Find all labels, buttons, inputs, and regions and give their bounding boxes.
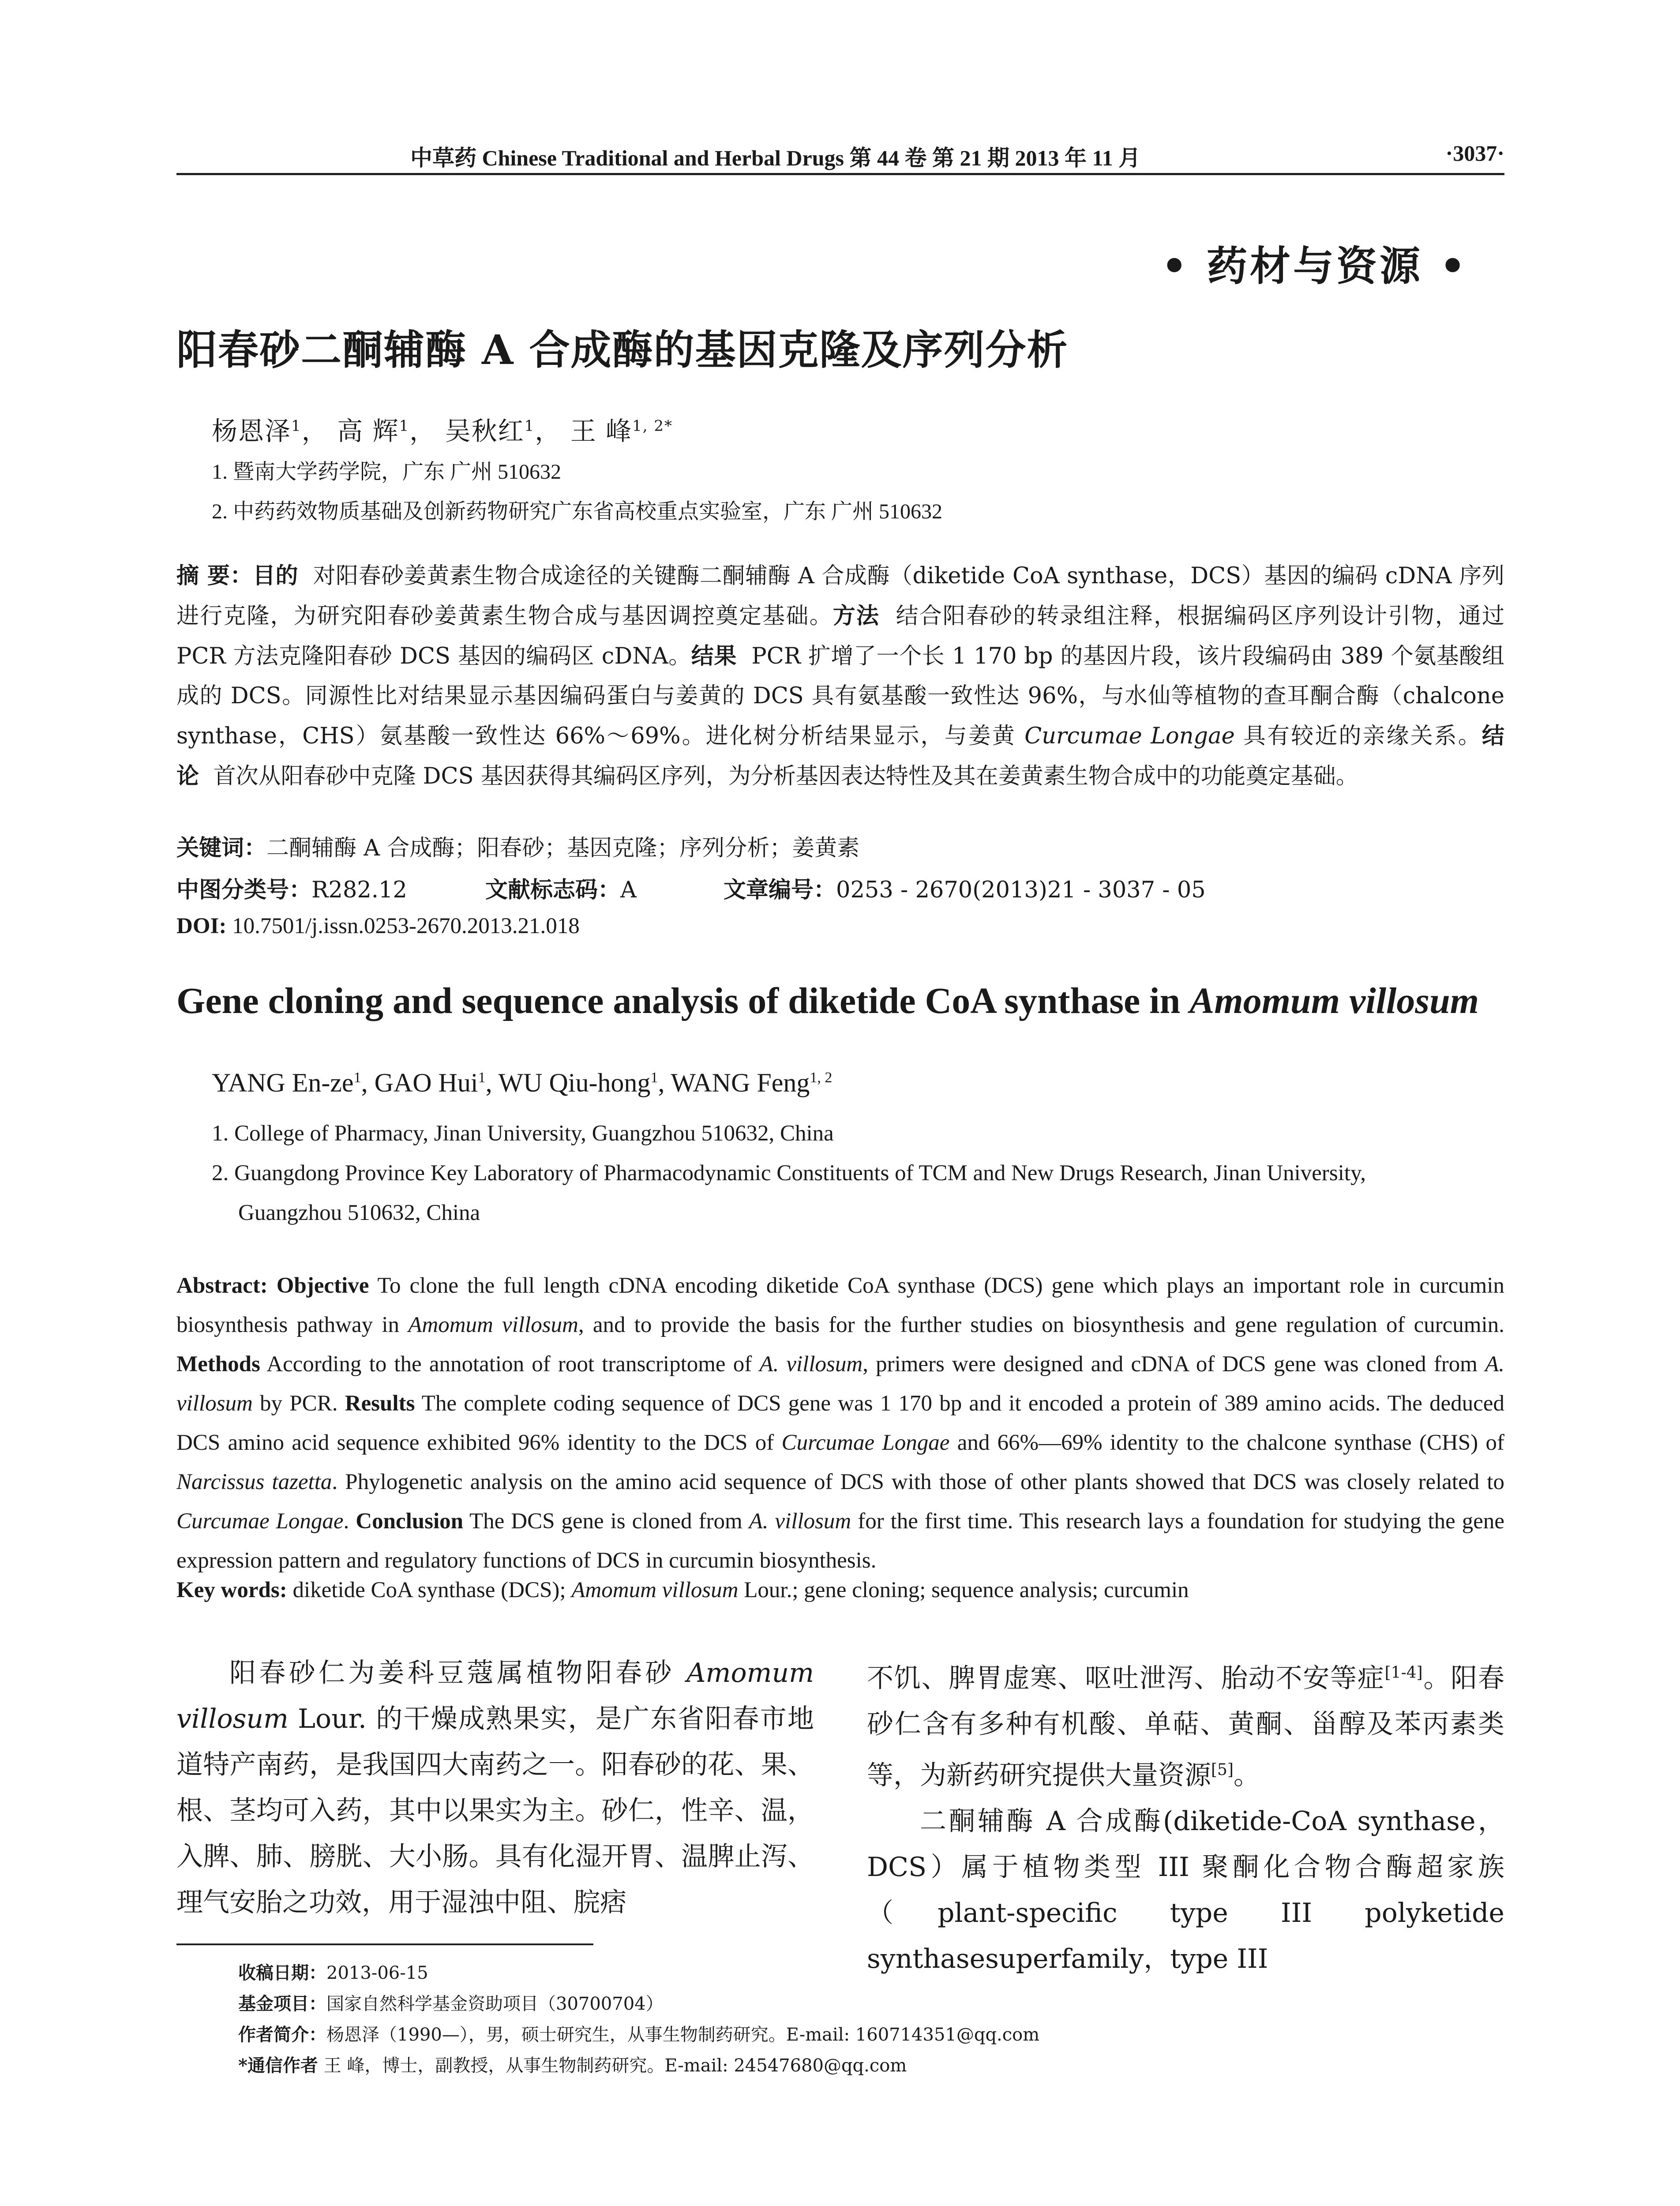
doi <box>176 913 580 939</box>
results-text: PCR 扩增了一个长 1 170 bp 的基因片段，该片段编码由 389 个氨基酸组成的 DCS。同源性比对结果显示基因编码蛋白与姜黄的 DCS 具有氨基酸一致性达 96%，与水仙等植物的查耳酮合酶（chalcone synthase，CHS）氨基酸一致性达 66%～69%。进化树分析结果显示，与姜黄 <box>176 643 1504 749</box>
species-italic: Narcissus tazetta <box>176 1470 332 1494</box>
methods-text: 结合阳春砂的转录组注释，根据编码区序列设计引物，通过 PCR 方法克隆阳春砂 DCS 基因的编码区 cDNA。 <box>176 603 1504 669</box>
footnote-received <box>238 1959 428 1984</box>
abstract-en-text: The complete coding sequence of DCS gene was 1 170 bp and it encoded a protein of 389 amino acids. The deduced DCS amino acid sequence exhibited 96% identity to the DCS of <box>176 1391 1505 1455</box>
keywords-en-label: Key words: <box>176 1578 287 1602</box>
keywords-chinese <box>176 829 1504 862</box>
author-name: 王 峰 <box>570 416 633 446</box>
abstract-en-text: . Phylogenetic analysis on the amino acid sequence of DCS with those of other plants showed that DCS was closely related to <box>332 1470 1504 1494</box>
body-paragraph <box>176 1650 814 1925</box>
affiliation-en-2: 2. Guangdong Province Key Laboratory of Pharmacodynamic Constituents of TCM and New Drugs Research, Jinan University, <box>212 1161 1366 1186</box>
article-no-value: 0253 - 2670(2013)21 - 3037 - 05 <box>836 877 1206 903</box>
title-english <box>176 979 1504 1022</box>
conclusion-en-label: Conclusion <box>356 1509 463 1534</box>
header-rule <box>176 173 1504 175</box>
article-no-label: 文章编号： <box>724 877 836 903</box>
objective-label: 目的 <box>252 563 299 589</box>
keywords-text: 二酮辅酶 A 合成酶；阳春砂；基因克隆；序列分析；姜黄素 <box>266 835 860 861</box>
results-en-label: Results <box>345 1391 415 1416</box>
species-italic: A. villosum <box>749 1509 851 1534</box>
author-name: WU Qiu-hong <box>498 1068 651 1097</box>
abstract-en-text: and 66%—69% identity to the chalcone synthase (CHS) of <box>949 1430 1504 1455</box>
abstract-en-text: The DCS gene is cloned from <box>463 1509 749 1534</box>
section-label: • 药材与资源 • <box>1161 242 1468 290</box>
affiliation-en-2-cont: Guangzhou 510632, China <box>238 1201 480 1225</box>
footnote-funding <box>238 1990 664 2015</box>
author-name: 吴秋红 <box>445 416 525 446</box>
results-end: 具有较近的亲缘关系。 <box>1234 723 1482 749</box>
body-text: 阳春砂仁为姜科豆蔻属植物阳春砂 <box>229 1658 687 1688</box>
doi-label: DOI: <box>176 914 227 938</box>
body-text: Lour. 的干燥成熟果实，是广东省阳春市地道特产南药，是我国四大南药之一。阳春砂的花、果、根、茎均可入药，其中以果实为主。砂仁，性辛、温，入脾、肺、膀胱、大小肠。具有化湿开胃、温脾止泻、理气安胎之功效，用于湿浊中阻、脘痞 <box>176 1703 814 1918</box>
results-label: 结果 <box>691 643 737 669</box>
journal-info: 中草药 Chinese Traditional and Herbal Drugs 第 44 卷 第 21 期 2013 年 11 月 <box>410 146 1141 170</box>
footnote-rule <box>176 1943 593 1945</box>
title-english-italic: Amomum villosum <box>1189 980 1479 1021</box>
abstract-en-text: for the first time. This research lays a foundation for studying the gene expression pattern and regulatory functions of DCS in curcumin biosynthesis. <box>176 1509 1505 1573</box>
doi-value: 10.7501/j.issn.0253-2670.2013.21.018 <box>232 914 580 938</box>
author-sup: 1 <box>650 1069 658 1086</box>
species-italic: Curcumae Longae <box>1024 723 1235 749</box>
author-name: YANG En-ze <box>212 1068 354 1097</box>
body-paragraph <box>867 1798 1504 1982</box>
abstract-english <box>176 1266 1504 1580</box>
footnote-label: 收稿日期： <box>238 1962 326 1983</box>
author-sup: 1 <box>291 417 302 435</box>
species-italic: Curcumae Longae <box>176 1509 344 1534</box>
footnote-label: 基金项目： <box>238 1993 326 2014</box>
species-italic: Curcumae Longae <box>781 1430 950 1455</box>
conclusion-label: 结论 <box>176 723 1504 789</box>
author-name: WANG Feng <box>671 1068 810 1097</box>
abstract-en-text: , primers were designed and cDNA of DCS gene was cloned from <box>862 1352 1485 1377</box>
author-sup: 1, 2* <box>632 417 673 435</box>
abstract-en-text: . <box>343 1509 356 1534</box>
classification-line <box>176 871 1504 902</box>
species-italic: Amomum villosum <box>176 1658 814 1734</box>
abstract-en-text: To clone the full length cDNA encoding diketide CoA synthase (DCS) gene which plays an important role in curcumin biosynthesis pathway in <box>176 1273 1504 1337</box>
author-name: 高 辉 <box>337 416 399 446</box>
doc-code-value: A <box>620 877 637 903</box>
body-column-right <box>867 1650 1504 1982</box>
species-italic: A. villosum <box>176 1352 1505 1416</box>
abstract-chinese <box>176 556 1504 796</box>
title-chinese: 阳春砂二酮辅酶 A 合成酶的基因克隆及序列分析 <box>176 326 1069 374</box>
body-paragraph <box>867 1650 1504 1798</box>
authors-chinese: 杨恩泽$^1$， 高 辉$^1$， 吴秋红$^1$， 王 峰$^{1, 2*}$ <box>212 416 673 446</box>
author-sup: 1 <box>524 417 535 435</box>
author-sup: 1, 2 <box>810 1069 832 1086</box>
abstract-en-text: by PCR. <box>252 1391 345 1416</box>
affiliation-en-1: 1. College of Pharmacy, Jinan University, Guangzhou 510632, China <box>212 1121 834 1146</box>
footnote-corresponding <box>238 2052 907 2077</box>
footnote-text: 王 峰，博士，副教授，从事生物制药研究。E-mail: 24547680@qq.com <box>318 2056 907 2076</box>
footnote-text: 2013-06-15 <box>326 1963 428 1983</box>
author-name: GAO Hui <box>374 1068 478 1097</box>
abstract-en-text: , and to provide the basis for the further studies on biosynthesis and gene regulation of curcumin. <box>578 1313 1505 1337</box>
body-text: 。阳春砂仁含有多种有机酸、单萜、黄酮、甾醇及苯丙素类等，为新药研究提供大量资源 <box>867 1663 1505 1791</box>
footnote-text: 杨恩泽（1990—），男，硕士研究生，从事生物制药研究。E-mail: 160714351@qq.com <box>326 2025 1040 2045</box>
footnote-label: *通信作者 <box>238 2055 318 2076</box>
keywords-en-text: diketide CoA synthase (DCS); <box>287 1578 572 1602</box>
page-number: ·3037· <box>1445 141 1504 165</box>
keywords-label: 关键词： <box>176 835 267 861</box>
clc-value: R282.12 <box>311 877 407 903</box>
body-text: 不饥、脾胃虚寒、呕吐泄泻、胎动不安等症 <box>867 1663 1385 1694</box>
body-text: 。 <box>1234 1760 1260 1791</box>
authors-english: YANG $En-ze^1$, GAO Hui$^1$, WU Qiu-hong$^1$, WANG Feng$^{1, 2}$ <box>212 1068 832 1097</box>
citation[interactable]: [5] <box>1211 1761 1234 1779</box>
doc-code-label: 文献标志码： <box>485 877 621 903</box>
footnote-label: 作者简介： <box>238 2024 326 2045</box>
footnote-author-bio <box>238 2021 1039 2046</box>
citation[interactable]: [1-4] <box>1384 1664 1423 1682</box>
methods-label: 方法 <box>832 603 880 629</box>
keywords-en-text: Lour.; gene cloning; sequence analysis; curcumin <box>738 1578 1189 1602</box>
species-italic: A. villosum <box>759 1352 863 1377</box>
title-english-text: Gene cloning and sequence analysis of diketide CoA synthase in <box>176 980 1190 1021</box>
abstract-label: 摘 要： <box>176 563 253 589</box>
affiliation-cn-1: 1. 暨南大学药学院，广东 广州 510632 <box>212 460 562 484</box>
keywords-english <box>176 1577 1504 1603</box>
clc-label: 中图分类号： <box>176 877 312 903</box>
objective-text: 对阳春砂姜黄素生物合成途径的关键酶二酮辅酶 A 合成酶（diketide CoA synthase，DCS）基因的编码 cDNA 序列进行克隆，为研究阳春砂姜黄素生物合成与基因调控奠定基础。 <box>176 563 1504 629</box>
species-italic: Amomum villosum <box>571 1578 739 1602</box>
affiliation-cn-2: 2. 中药药效物质基础及创新药物研究广东省高校重点实验室，广东 广州 510632 <box>212 500 943 523</box>
abstract-en-label: Abstract: Objective <box>176 1273 369 1298</box>
methods-en-label: Methods <box>176 1352 260 1377</box>
abstract-en-text: According to the annotation of root transcriptome of <box>260 1352 760 1377</box>
running-header <box>176 140 1504 171</box>
author-sup: 1 <box>399 417 410 435</box>
species-italic: Amomum villosum <box>408 1313 578 1337</box>
author-sup: 1 <box>478 1069 486 1086</box>
conclusion-text: 首次从阳春砂中克隆 DCS 基因获得其编码区序列，为分析基因表达特性及其在姜黄素生物合成中的功能奠定基础。 <box>213 763 1358 789</box>
footnote-text: 国家自然科学基金资助项目（30700704） <box>326 1994 664 2014</box>
body-column-left <box>176 1650 814 1925</box>
author-name: 杨恩泽 <box>212 416 292 446</box>
body-text: 二酮辅酶 A 合成酶(diketide-CoA synthase，DCS）属于植物类型 III 聚酮化合物合酶超家族（plant-specific type III polyketide synthasesuperfamily，type III <box>867 1806 1504 1974</box>
author-sup: 1 <box>353 1069 361 1086</box>
